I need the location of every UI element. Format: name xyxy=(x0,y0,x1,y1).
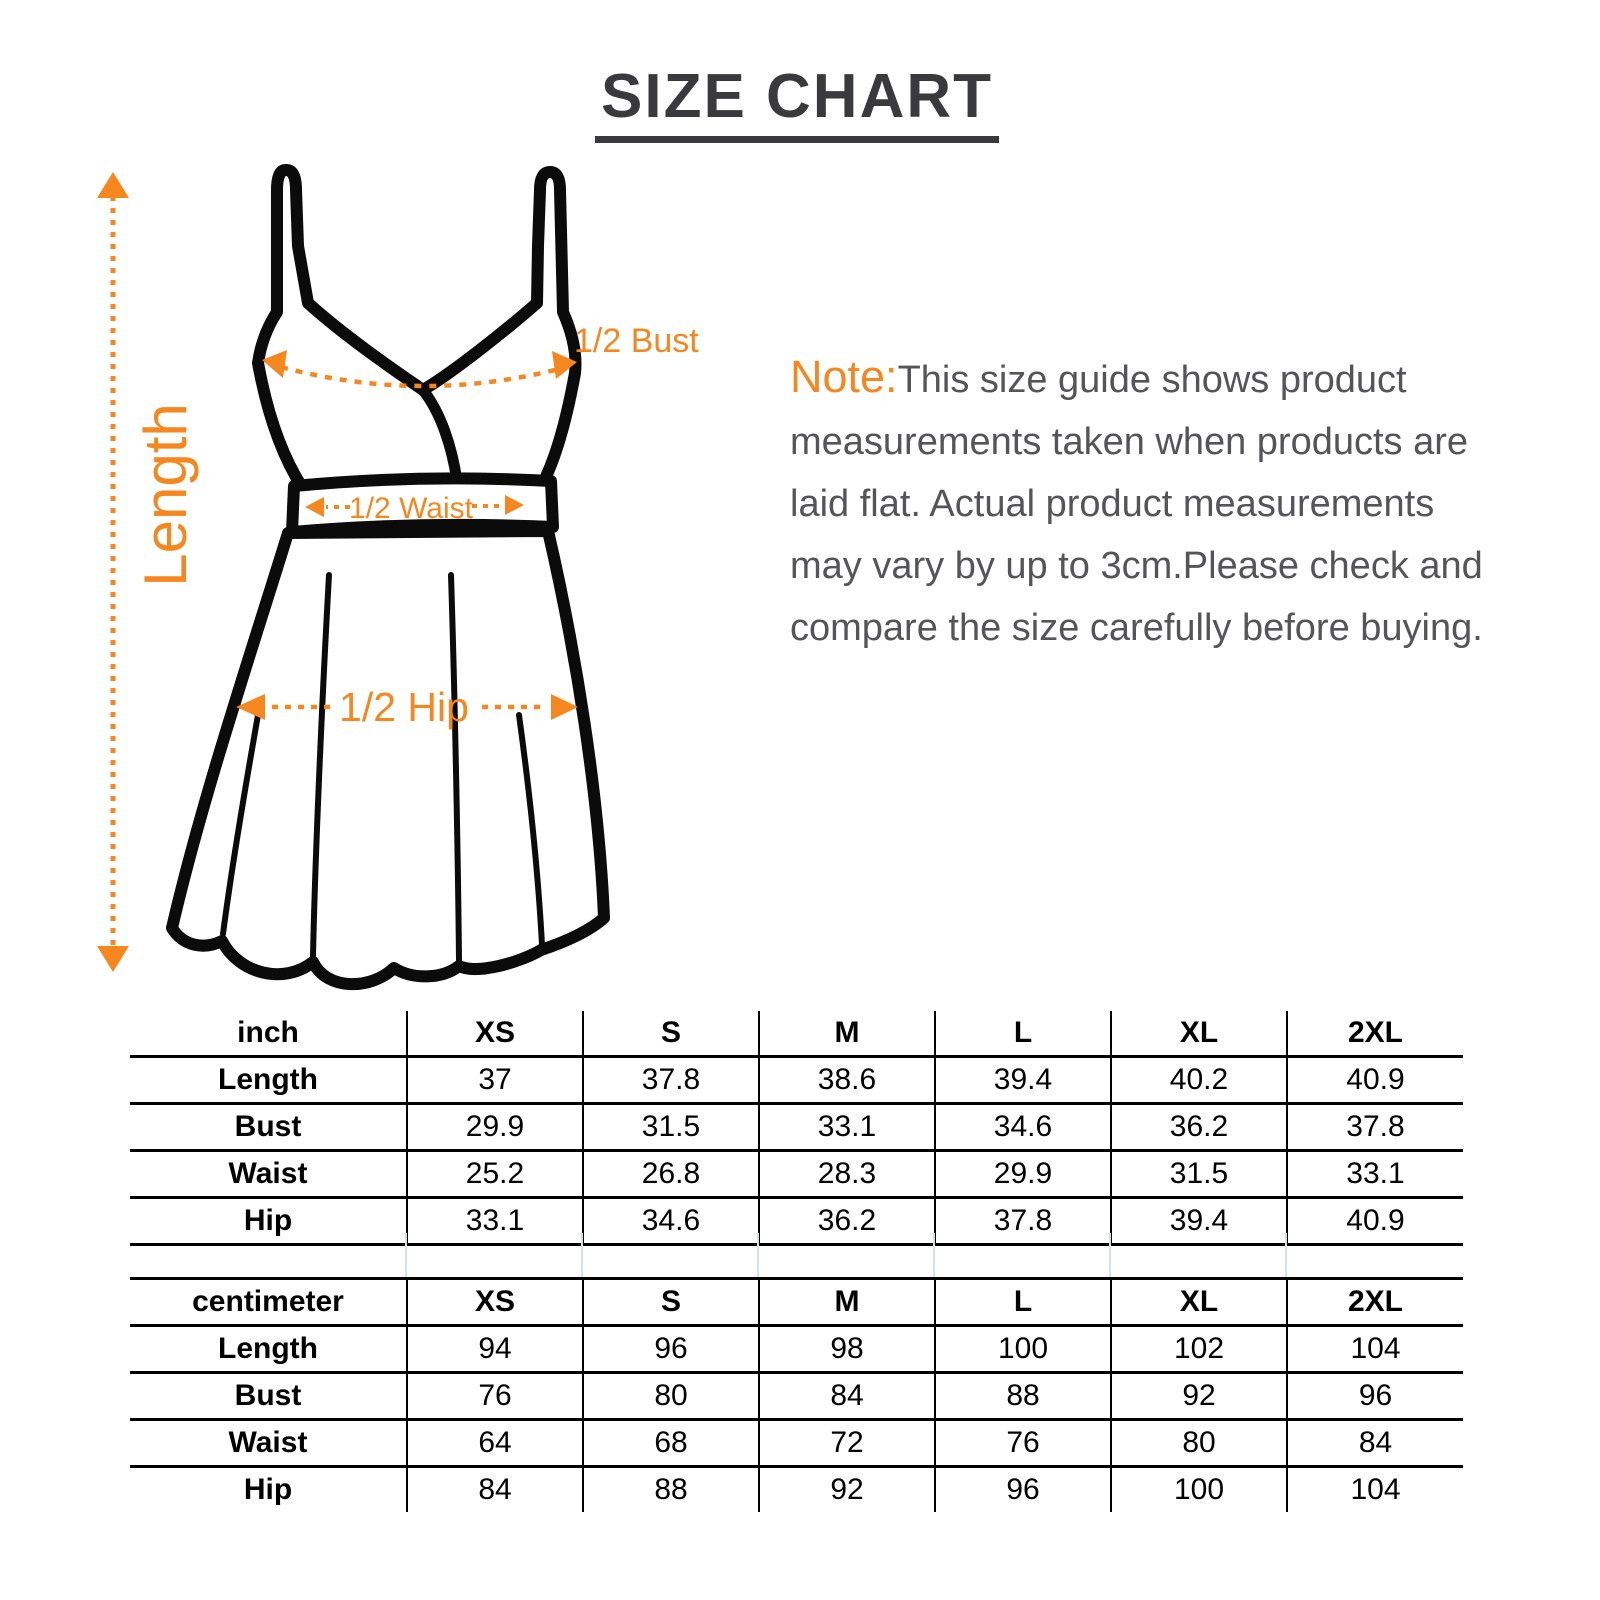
row-label-cell: Hip xyxy=(130,1467,407,1513)
size-cell: 76 xyxy=(407,1373,583,1420)
size-cell: 37.8 xyxy=(583,1057,759,1104)
note-line: may vary by up to 3cm.Please check and xyxy=(790,545,1483,587)
size-cell: 64 xyxy=(407,1420,583,1467)
size-cell: 40.9 xyxy=(1287,1198,1463,1245)
row-label-cell: Length xyxy=(130,1326,407,1373)
note-line: Note:This size guide shows product xyxy=(790,351,1407,402)
size-header-cell: XS xyxy=(407,1279,583,1326)
size-cell: 37 xyxy=(407,1057,583,1104)
note-label: Note: xyxy=(790,351,898,402)
size-cell: 25.2 xyxy=(407,1151,583,1198)
row-label-cell: Waist xyxy=(130,1151,407,1198)
size-cell: 37.8 xyxy=(935,1198,1111,1245)
size-cell: 29.9 xyxy=(935,1151,1111,1198)
size-cell: 26.8 xyxy=(583,1151,759,1198)
page-title: SIZE CHART xyxy=(595,64,999,143)
unit-header-cell: centimeter xyxy=(130,1279,407,1326)
size-cell: 94 xyxy=(407,1326,583,1373)
row-label-cell: Bust xyxy=(130,1373,407,1420)
size-header-cell: L xyxy=(935,1011,1111,1057)
size-cell: 39.4 xyxy=(935,1057,1111,1104)
size-cell: 31.5 xyxy=(583,1104,759,1151)
length-label: Length xyxy=(132,403,199,587)
size-cell: 38.6 xyxy=(759,1057,935,1104)
bust-label: 1/2 Bust xyxy=(574,322,699,360)
dress-diagram xyxy=(60,150,720,1010)
table-row xyxy=(130,1151,1463,1198)
row-label-cell: Length xyxy=(130,1057,407,1104)
unit-header-cell: inch xyxy=(130,1011,407,1057)
size-cell: 76 xyxy=(935,1420,1111,1467)
size-cell: 104 xyxy=(1287,1467,1463,1513)
table-row xyxy=(130,1420,1463,1467)
size-cell: 102 xyxy=(1111,1326,1287,1373)
size-cell: 40.2 xyxy=(1111,1057,1287,1104)
size-cell: 84 xyxy=(1287,1420,1463,1467)
table-row xyxy=(130,1057,1463,1104)
table-header-row xyxy=(130,1011,1463,1057)
size-header-cell: M xyxy=(759,1279,935,1326)
size-cell: 37.8 xyxy=(1287,1104,1463,1151)
size-cell: 68 xyxy=(583,1420,759,1467)
note-line: measurements taken when products are xyxy=(790,421,1469,463)
table-row xyxy=(130,1104,1463,1151)
size-cell: 88 xyxy=(935,1373,1111,1420)
size-cell: 92 xyxy=(1111,1373,1287,1420)
size-cell: 39.4 xyxy=(1111,1198,1287,1245)
row-label-cell: Hip xyxy=(130,1198,407,1245)
size-cell: 100 xyxy=(1111,1467,1287,1513)
inch-size-table xyxy=(130,1011,1463,1246)
size-header-cell: XS xyxy=(407,1011,583,1057)
size-cell: 80 xyxy=(583,1373,759,1420)
size-cell: 96 xyxy=(583,1326,759,1373)
waist-label: 1/2 Waist xyxy=(349,492,473,525)
size-cell: 34.6 xyxy=(583,1198,759,1245)
size-cell: 36.2 xyxy=(1111,1104,1287,1151)
page-header xyxy=(0,64,1594,143)
size-cell: 96 xyxy=(935,1467,1111,1513)
row-label-cell: Bust xyxy=(130,1104,407,1151)
size-cell: 33.1 xyxy=(407,1198,583,1245)
size-cell: 29.9 xyxy=(407,1104,583,1151)
size-cell: 92 xyxy=(759,1467,935,1513)
dress-bodice xyxy=(258,170,576,487)
size-cell: 98 xyxy=(759,1326,935,1373)
size-header-cell: L xyxy=(935,1279,1111,1326)
size-cell: 40.9 xyxy=(1287,1057,1463,1104)
size-cell: 33.1 xyxy=(759,1104,935,1151)
size-cell: 33.1 xyxy=(1287,1151,1463,1198)
size-cell: 80 xyxy=(1111,1420,1287,1467)
size-header-cell: M xyxy=(759,1011,935,1057)
hip-label: 1/2 Hip xyxy=(339,684,469,730)
note-line: laid flat. Actual product measurements xyxy=(790,483,1435,525)
size-cell: 104 xyxy=(1287,1326,1463,1373)
size-cell: 96 xyxy=(1287,1373,1463,1420)
table-row xyxy=(130,1467,1463,1513)
size-cell: 34.6 xyxy=(935,1104,1111,1151)
cm-size-table xyxy=(130,1277,1463,1512)
note-block xyxy=(790,346,1560,659)
table-row xyxy=(130,1373,1463,1420)
table-row xyxy=(130,1326,1463,1373)
row-label-cell: Waist xyxy=(130,1420,407,1467)
size-cell: 88 xyxy=(583,1467,759,1513)
size-header-cell: S xyxy=(583,1279,759,1326)
note-line: compare the size carefully before buying. xyxy=(790,607,1483,649)
size-cell: 31.5 xyxy=(1111,1151,1287,1198)
size-header-cell: 2XL xyxy=(1287,1011,1463,1057)
length-arrow-icon xyxy=(97,172,129,972)
size-header-cell: XL xyxy=(1111,1279,1287,1326)
table-header-row xyxy=(130,1279,1463,1326)
size-header-cell: 2XL xyxy=(1287,1279,1463,1326)
size-cell: 84 xyxy=(759,1373,935,1420)
size-cell: 28.3 xyxy=(759,1151,935,1198)
size-cell: 36.2 xyxy=(759,1198,935,1245)
size-cell: 100 xyxy=(935,1326,1111,1373)
size-cell: 72 xyxy=(759,1420,935,1467)
size-cell: 84 xyxy=(407,1467,583,1513)
size-header-cell: XL xyxy=(1111,1011,1287,1057)
size-header-cell: S xyxy=(583,1011,759,1057)
table-gap xyxy=(130,1233,1463,1277)
